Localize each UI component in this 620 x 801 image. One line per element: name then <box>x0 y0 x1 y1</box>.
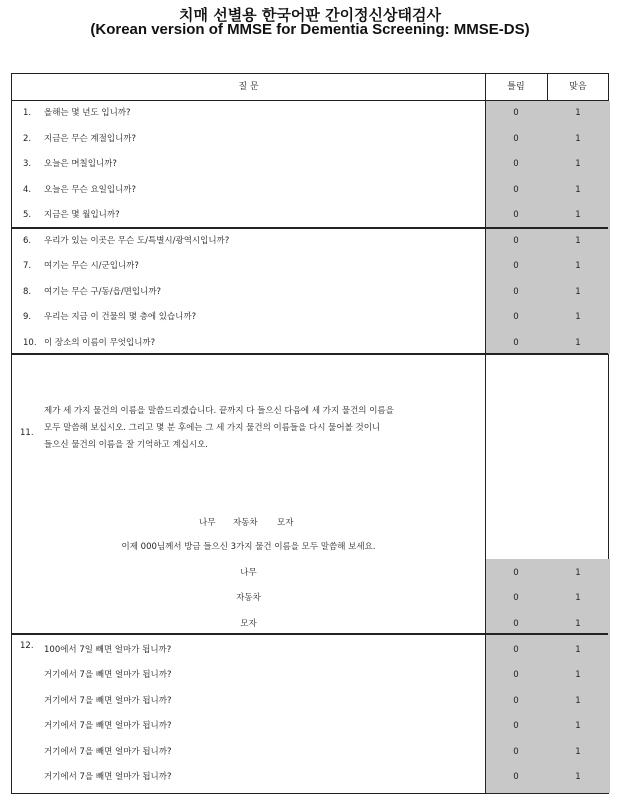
score-wrong[interactable]: 0 <box>513 747 519 757</box>
score-wrong[interactable]: 0 <box>513 670 519 680</box>
score-correct[interactable]: 1 <box>575 210 581 220</box>
question-number: 5. <box>23 210 32 220</box>
question-number: 3. <box>23 159 32 169</box>
score-wrong[interactable]: 0 <box>513 721 519 731</box>
question-text: 올해는 몇 년도 입니까? <box>44 108 131 118</box>
question-text: 오늘은 며칠입니까? <box>44 159 117 169</box>
q12-item: 거기에서 7을 빼면 얼마가 됩니까? <box>44 696 172 706</box>
q11-item: 모자 <box>240 619 257 629</box>
q11-instruction-line: 들으신 물건의 이름을 잘 기억하고 계십시오. <box>44 440 209 450</box>
q12-item: 거기에서 7을 빼면 얼마가 됩니까? <box>44 747 172 757</box>
score-wrong[interactable]: 0 <box>513 338 519 348</box>
score-wrong[interactable]: 0 <box>513 134 519 144</box>
q11-word-tree: 나무 <box>199 518 216 528</box>
score-correct[interactable]: 1 <box>575 593 581 603</box>
question-text: 지금은 몇 월입니까? <box>44 210 120 220</box>
question-number: 12. <box>20 641 34 651</box>
question-number: 7. <box>23 261 32 271</box>
score-wrong[interactable]: 0 <box>513 772 519 782</box>
question-number: 2. <box>23 134 32 144</box>
q11-word-hat: 모자 <box>277 518 294 528</box>
question-number: 10. <box>23 338 37 348</box>
column-divider <box>485 74 486 793</box>
section-divider <box>12 633 608 635</box>
question-number: 9. <box>23 312 32 322</box>
section-divider <box>12 353 608 355</box>
q12-item: 100에서 7일 빼면 얼마가 됩니까? <box>44 645 172 655</box>
score-wrong[interactable]: 0 <box>513 108 519 118</box>
score-wrong[interactable]: 0 <box>513 312 519 322</box>
score-correct[interactable]: 1 <box>575 108 581 118</box>
question-number: 6. <box>23 236 32 246</box>
q11-item: 나무 <box>240 568 257 578</box>
score-wrong[interactable]: 0 <box>513 185 519 195</box>
section-divider <box>12 227 608 229</box>
q11-instruction-line: 제가 세 가지 물건의 이름을 말씀드리겠습니다. 끝까지 다 들으신 다음에 세 가지 물건의 이름을 <box>44 406 394 416</box>
score-correct[interactable]: 1 <box>575 645 581 655</box>
score-correct[interactable]: 1 <box>575 134 581 144</box>
q11-instruction-line: 모두 말씀해 보십시오. 그리고 몇 분 후에는 그 세 가지 물건의 이름들을 다시 물어볼 것이니 <box>44 423 381 433</box>
question-number: 11. <box>20 428 34 438</box>
question-text: 여기는 무슨 시/군입니까? <box>44 261 139 271</box>
header-question: 질 문 <box>238 82 259 92</box>
question-number: 4. <box>23 185 32 195</box>
score-wrong[interactable]: 0 <box>513 593 519 603</box>
score-correct[interactable]: 1 <box>575 261 581 271</box>
q12-item: 거기에서 7을 빼면 얼마가 됩니까? <box>44 670 172 680</box>
score-wrong[interactable]: 0 <box>513 619 519 629</box>
score-correct[interactable]: 1 <box>575 338 581 348</box>
question-text: 우리가 있는 이곳은 무슨 도/특별시/광역시입니까? <box>44 236 230 246</box>
header-divider <box>12 100 608 101</box>
score-correct[interactable]: 1 <box>575 159 581 169</box>
question-text: 오늘은 무슨 요일입니까? <box>44 185 137 195</box>
question-text: 지금은 무슨 계절입니까? <box>44 134 137 144</box>
score-correct[interactable]: 1 <box>575 772 581 782</box>
score-wrong[interactable]: 0 <box>513 261 519 271</box>
question-number: 1. <box>23 108 32 118</box>
score-correct[interactable]: 1 <box>575 287 581 297</box>
q11-item: 자동차 <box>236 593 261 603</box>
score-wrong[interactable]: 0 <box>513 159 519 169</box>
score-correct[interactable]: 1 <box>575 747 581 757</box>
mmse-table <box>11 73 609 794</box>
q11-recall-instruction: 이제 000님께서 방금 들으신 3가지 물건 이름을 모두 말씀해 보세요. <box>121 542 376 552</box>
q12-item: 거기에서 7을 빼면 얼마가 됩니까? <box>44 772 172 782</box>
question-text: 여기는 무슨 구/동/읍/면입니까? <box>44 287 162 297</box>
header-wrong: 틀림 <box>507 82 525 92</box>
score-wrong[interactable]: 0 <box>513 696 519 706</box>
header-correct: 맞음 <box>569 82 587 92</box>
question-text: 우리는 지금 이 건물의 몇 층에 있습니까? <box>44 312 197 322</box>
score-correct[interactable]: 1 <box>575 670 581 680</box>
score-correct[interactable]: 1 <box>575 696 581 706</box>
q11-word-car: 자동차 <box>233 518 258 528</box>
form-title-korean: 치매 선별용 한국어판 간이정신상태검사 <box>179 6 441 24</box>
score-wrong[interactable]: 0 <box>513 236 519 246</box>
q12-item: 거기에서 7을 빼면 얼마가 됩니까? <box>44 721 172 731</box>
score-correct[interactable]: 1 <box>575 619 581 629</box>
score-wrong[interactable]: 0 <box>513 645 519 655</box>
score-correct[interactable]: 1 <box>575 721 581 731</box>
score-wrong[interactable]: 0 <box>513 287 519 297</box>
score-correct[interactable]: 1 <box>575 185 581 195</box>
score-wrong[interactable]: 0 <box>513 568 519 578</box>
question-text: 이 장소의 이름이 무엇입니까? <box>44 338 156 348</box>
score-wrong[interactable]: 0 <box>513 210 519 220</box>
question-number: 8. <box>23 287 32 297</box>
score-correct[interactable]: 1 <box>575 568 581 578</box>
score-correct[interactable]: 1 <box>575 312 581 322</box>
score-correct[interactable]: 1 <box>575 236 581 246</box>
form-title-english: (Korean version of MMSE for Dementia Screening: MMSE-DS) <box>90 21 530 38</box>
